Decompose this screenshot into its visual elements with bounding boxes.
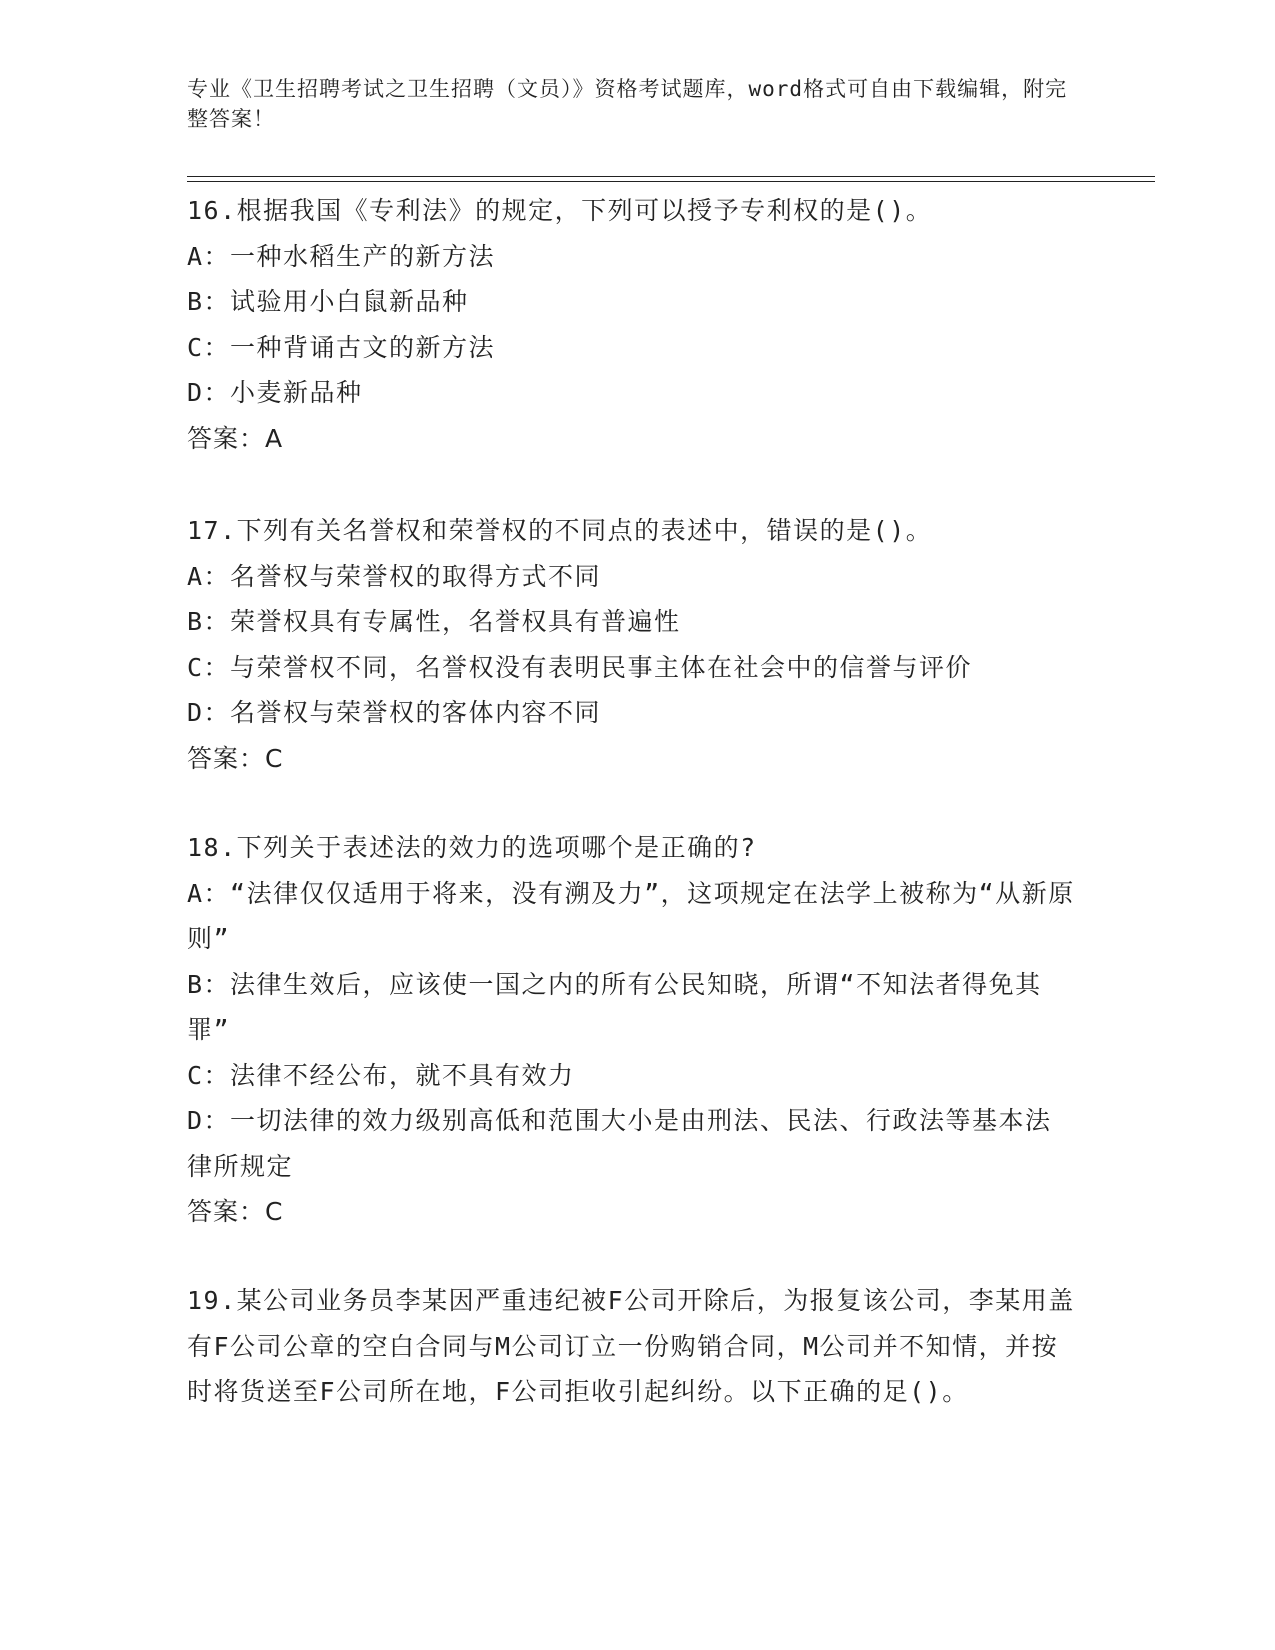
option-b: B：试验用小白鼠新品种 [187,287,469,316]
question-17 [187,508,1077,781]
answer-label: 答案：A [187,423,284,453]
answer-label: 答案：C [187,1197,284,1226]
question-stem: 18.下列关于表述法的效力的选项哪个是正确的? [187,833,757,862]
question-stem: 17.下列有关名誉权和荣誉权的不同点的表述中，错误的是()。 [187,516,933,545]
question-stem: 19.某公司业务员李某因严重违纪被F公司开除后，为报复该公司，李某用盖有F公司公章的空白合同与M公司订立一份购销合同，M公司并不知情，并按时将货送至F公司所在地，F公司拒收引起纠纷。以下正确的足()。 [187,1286,1075,1406]
option-a: A：“法律仅仅适用于将来，没有溯及力”，这项规定在法学上被称为“从新原则” [187,878,1075,953]
option-c: C：一种背诵古文的新方法 [187,332,496,362]
question-16 [187,188,1077,461]
option-c: C：与荣誉权不同，名誉权没有表明民事主体在社会中的信誉与评价 [187,652,973,682]
option-a: A：名誉权与荣誉权的取得方式不同 [187,561,602,591]
question-19 [187,1278,1077,1415]
question-stem: 16.根据我国《专利法》的规定，下列可以授予专利权的是()。 [187,196,933,225]
question-18 [187,825,1077,1235]
option-b: B：法律生效后，应该使一国之内的所有公民知晓，所谓“不知法者得免其罪” [187,969,1042,1044]
header-rule-bottom [187,181,1155,182]
option-b: B：荣誉权具有专属性，名誉权具有普遍性 [187,607,681,636]
header-intro-text: 专业《卫生招聘考试之卫生招聘（文员）》资格考试题库，word格式可自由下载编辑，附完整答案！ [187,77,1068,131]
header-rule-top [187,176,1155,177]
option-a: A：一种水稻生产的新方法 [187,241,496,271]
option-d: D：名誉权与荣誉权的客体内容不同 [187,698,602,727]
document-header [187,74,1087,134]
option-d: D：小麦新品种 [187,378,363,407]
option-c: C：法律不经公布，就不具有效力 [187,1060,575,1090]
option-d: D：一切法律的效力级别高低和范围大小是由刑法、民法、行政法等基本法律所规定 [187,1106,1052,1181]
answer-label: 答案：C [187,743,284,773]
